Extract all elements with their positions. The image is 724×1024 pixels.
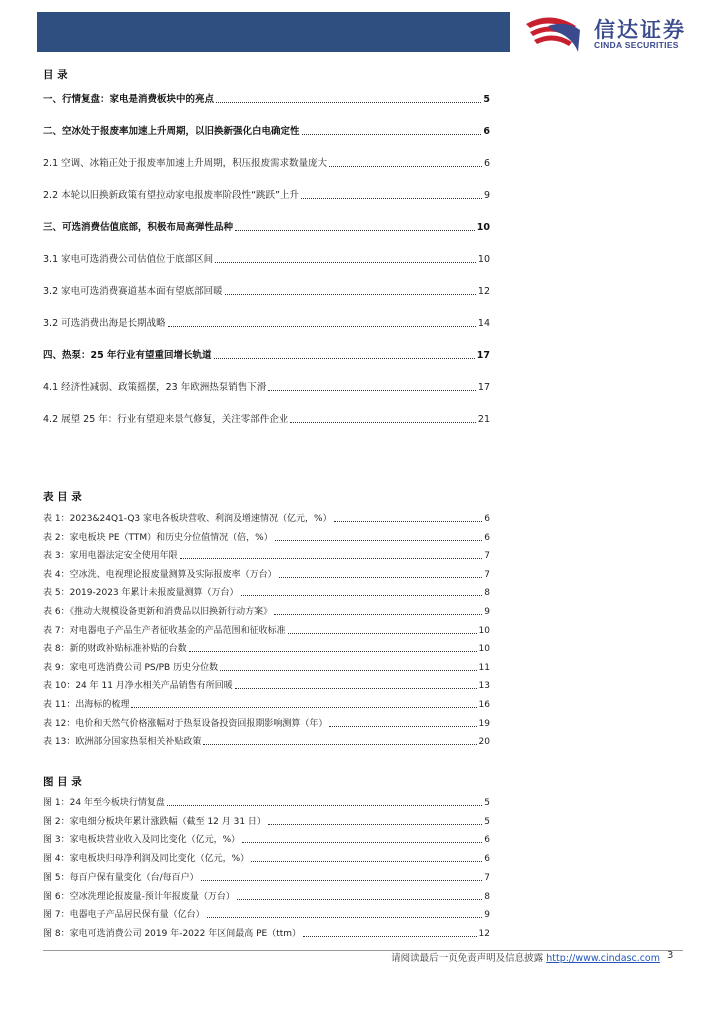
dot-leader — [214, 358, 475, 359]
figure-entry-label: 图 5：每百户保有量变化（台/每百户） — [43, 873, 199, 883]
figure-entry-page: 9 — [484, 910, 490, 920]
figure-entry-label: 图 1：24 年至今板块行情复盘 — [43, 798, 165, 808]
dot-leader — [168, 326, 476, 327]
table-entry[interactable] — [43, 585, 490, 599]
figure-entry[interactable] — [43, 870, 490, 884]
table-entry[interactable] — [43, 716, 490, 730]
dot-leader — [268, 390, 476, 391]
toc-entry[interactable] — [43, 220, 490, 234]
toc-entry-label: 4.1 经济性减弱、政策摇摆，23 年欧洲热泵销售下滑 — [43, 382, 267, 393]
figure-entry-label: 图 7：电器电子产品居民保有量（亿台） — [43, 910, 205, 920]
table-entry[interactable] — [43, 697, 490, 711]
toc-title: 目 录 — [43, 69, 68, 81]
table-entry-page: 20 — [478, 737, 490, 747]
footer-disclaimer — [391, 950, 660, 964]
table-entry-label: 表 1：2023&24Q1-Q3 家电各板块营收、利润及增速情况（亿元，%） — [43, 514, 332, 524]
figure-entry[interactable] — [43, 851, 490, 865]
toc-entry-label: 二、空冰处于报废率加速上升周期，以旧换新强化白电确定性 — [43, 126, 300, 137]
dot-leader — [201, 880, 483, 881]
figure-entry[interactable] — [43, 926, 490, 940]
toc-entry-page: 17 — [476, 350, 490, 361]
dot-leader — [235, 688, 477, 689]
toc-entry-page: 10 — [477, 254, 490, 265]
figure-entry-label: 图 2：家电细分板块年累计涨跌幅（截至 12 月 31 日） — [43, 817, 266, 827]
toc-entry-page: 17 — [477, 382, 490, 393]
figure-entry-page: 6 — [484, 835, 490, 845]
dot-leader — [237, 899, 482, 900]
dot-leader — [290, 422, 476, 423]
dot-leader — [167, 805, 482, 806]
dot-leader — [334, 521, 483, 522]
table-entry-page: 6 — [484, 514, 490, 524]
dot-leader — [207, 917, 483, 918]
table-entry-label: 表 8：新的财政补贴标准补贴的台数 — [43, 644, 187, 654]
toc-entry[interactable] — [43, 316, 490, 330]
figure-entry-page: 6 — [484, 854, 490, 864]
figure-entry[interactable] — [43, 907, 490, 921]
dot-leader — [329, 166, 482, 167]
table-entry-page: 16 — [478, 700, 490, 710]
dot-leader — [275, 540, 483, 541]
toc-entry-label: 2.1 空调、冰箱正处于报废率加速上升周期，积压报废需求数量庞大 — [43, 158, 328, 169]
toc-entry[interactable] — [43, 412, 490, 426]
toc-entry-page: 6 — [483, 158, 490, 169]
dot-leader — [329, 726, 476, 727]
toc-entry[interactable] — [43, 92, 490, 106]
toc-entry-label: 3.1 家电可选消费公司估值位于底部区间 — [43, 254, 214, 265]
table-entry-label: 表 5：2019-2023 年累计未报废量测算（万台） — [43, 588, 239, 598]
table-entry[interactable] — [43, 678, 490, 692]
toc-entry-label: 2.2 本轮以旧换新政策有望拉动家电报废率阶段性“跳跃”上升 — [43, 190, 299, 201]
table-entry-page: 9 — [484, 607, 490, 617]
toc-entry-page: 12 — [477, 286, 490, 297]
toc-entry-page: 5 — [483, 94, 490, 105]
toc-entry[interactable] — [43, 380, 490, 394]
dot-leader — [303, 936, 477, 937]
table-entry-label: 表 7：对电器电子产品生产者征收基金的产品范围和征收标准 — [43, 626, 286, 636]
table-entry-page: 10 — [478, 626, 490, 636]
table-entry-page: 11 — [478, 663, 490, 673]
table-entry-label: 表 9：家电可选消费公司 PS/PB 历史分位数 — [43, 663, 219, 673]
dot-leader — [215, 262, 476, 263]
table-entry[interactable] — [43, 548, 490, 562]
figure-entry[interactable] — [43, 795, 490, 809]
figure-entry-page: 5 — [484, 817, 490, 827]
table-entry-page: 6 — [484, 533, 490, 543]
toc-entry-page: 6 — [483, 126, 490, 137]
toc-entry-page: 14 — [477, 318, 490, 329]
table-entry[interactable] — [43, 604, 490, 618]
toc-entry-page: 10 — [476, 222, 490, 233]
table-entry-label: 表 12：电价和天然气价格涨幅对于热泵设备投资回报期影响测算（年） — [43, 719, 328, 729]
dot-leader — [180, 558, 483, 559]
toc-entry[interactable] — [43, 348, 490, 362]
toc-entry-label: 四、热泵：25 年行业有望重回增长轨道 — [43, 350, 212, 361]
dot-leader — [241, 595, 483, 596]
table-entry-page: 19 — [478, 719, 490, 729]
toc-entry[interactable] — [43, 124, 490, 138]
figure-entry-page: 7 — [484, 873, 490, 883]
dot-leader — [235, 230, 475, 231]
toc-entry[interactable] — [43, 252, 490, 266]
toc-entry-page: 9 — [483, 190, 490, 201]
toc-entry-label: 3.2 家电可选消费赛道基本面有望底部回暖 — [43, 286, 223, 297]
table-entry-page: 7 — [484, 551, 490, 561]
dot-leader — [242, 842, 482, 843]
table-entry-label: 表 4：空冰洗、电视理论报废量测算及实际报废率（万台） — [43, 570, 277, 580]
dot-leader — [301, 198, 482, 199]
toc-entry-page: 21 — [477, 414, 490, 425]
figure-entry[interactable] — [43, 889, 490, 903]
table-entry-page: 7 — [484, 570, 490, 580]
table-entry-page: 8 — [484, 588, 490, 598]
figures-list-title: 图 目 录 — [43, 776, 82, 788]
figure-entry-page: 8 — [484, 892, 490, 902]
table-entry[interactable] — [43, 530, 490, 544]
header-bar — [37, 12, 510, 52]
table-entry[interactable] — [43, 567, 490, 581]
figure-entry-label: 图 3：家电板块营业收入及同比变化（亿元，%） — [43, 835, 241, 845]
dot-leader — [216, 102, 481, 103]
table-entry[interactable] — [43, 660, 490, 674]
dot-leader — [274, 614, 482, 615]
table-entry[interactable] — [43, 734, 490, 748]
figure-entry-label: 图 4：家电板块归母净利润及同比变化（亿元，%） — [43, 854, 250, 864]
table-entry-label: 表 2：家电板块 PE（TTM）和历史分位值情况（倍，%） — [43, 533, 273, 543]
table-entry-label: 表 10：24 年 11 月净水相关产品销售有所回暖 — [43, 681, 233, 691]
dot-leader — [189, 651, 477, 652]
dot-leader — [279, 577, 483, 578]
dot-leader — [251, 861, 482, 862]
table-entry[interactable] — [43, 623, 490, 637]
table-entry-label: 表 13：欧洲部分国家热泵相关补贴政策 — [43, 737, 202, 747]
figure-entry-label: 图 8：家电可选消费公司 2019 年-2022 年区间最高 PE（ttm） — [43, 929, 302, 939]
logo-chinese-name: 信达证券 — [594, 18, 686, 42]
dot-leader — [203, 744, 476, 745]
toc-entry[interactable] — [43, 156, 490, 170]
page-number: 3 — [667, 950, 674, 961]
figure-entry[interactable] — [43, 832, 490, 846]
dot-leader — [225, 294, 476, 295]
figure-entry-page: 12 — [478, 929, 490, 939]
footer-website-link[interactable]: http://www.cindasc.com — [546, 953, 660, 964]
toc-entry-label: 三、可选消费估值底部，积极布局高弹性品种 — [43, 222, 234, 233]
toc-entry-label: 一、行情复盘：家电是消费板块中的亮点 — [43, 94, 215, 105]
figure-entry[interactable] — [43, 814, 490, 828]
toc-entry-label: 4.2 展望 25 年：行业有望迎来景气修复，关注零部件企业 — [43, 414, 289, 425]
logo-english-name: CINDA SECURITIES — [594, 40, 679, 50]
table-entry-label: 表 6：《推动大规模设备更新和消费品以旧换新行动方案》 — [43, 607, 273, 617]
table-entry-page: 10 — [478, 644, 490, 654]
table-entry[interactable] — [43, 641, 490, 655]
table-entry-label: 表 11：出海标的梳理 — [43, 700, 130, 710]
footer-disclaimer-text: 请阅读最后一页免责声明及信息披露 — [391, 953, 544, 964]
dot-leader — [288, 633, 477, 634]
table-entry-label: 表 3：家用电器法定安全使用年限 — [43, 551, 178, 561]
table-entry-page: 13 — [478, 681, 490, 691]
toc-entry[interactable] — [43, 284, 490, 298]
table-entry[interactable] — [43, 511, 490, 525]
dot-leader — [220, 670, 476, 671]
toc-entry[interactable] — [43, 188, 490, 202]
toc-entry-label: 3.2 可选消费出海是长期战略 — [43, 318, 166, 329]
dot-leader — [131, 707, 476, 708]
figure-entry-page: 5 — [484, 798, 490, 808]
figure-entry-label: 图 6：空冰洗理论报废量-预计年报废量（万台） — [43, 892, 235, 902]
tables-list-title: 表 目 录 — [43, 491, 82, 503]
dot-leader — [302, 134, 482, 135]
dot-leader — [268, 824, 482, 825]
